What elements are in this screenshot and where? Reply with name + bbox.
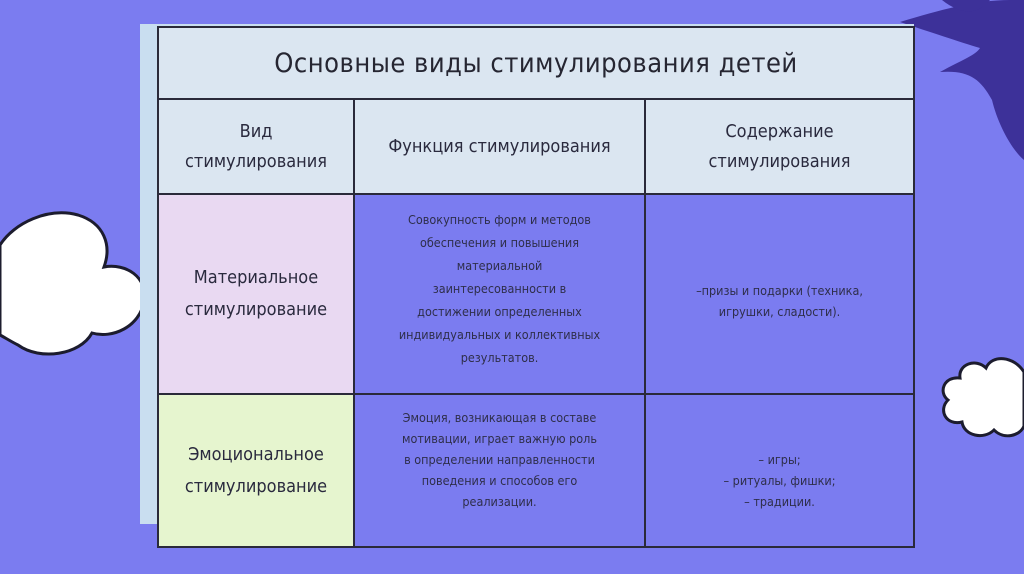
row-material-content [645,194,914,394]
row-emotional-content-line-2: – ритуалы, фишки; [723,473,836,488]
row-material-function [354,194,645,394]
row-material-function-line-1: Совокупность форм и методов [408,212,591,227]
header-type [158,99,354,194]
header-content-line-2: стимулирования [708,150,851,172]
row-material-content-line-2: игрушки, сладости). [718,304,841,319]
row-material-function-line-4: заинтересованности в [432,281,567,296]
row-emotional-function [354,394,645,547]
table-row-material [158,194,914,394]
row-emotional-content-line-3: – традиции. [744,494,815,509]
row-emotional-content [645,394,914,547]
header-type-line-2: стимулирования [184,150,328,172]
header-function-label: Функция стимулирования [388,135,611,157]
row-material-function-line-5: достижении определенных [417,304,582,319]
row-material-function-line-2: обеспечения и повышения [419,235,579,250]
header-content [645,99,914,194]
cloud-decoration-right [936,352,1024,444]
row-material-type [158,194,354,394]
row-emotional-type [158,394,354,547]
row-material-content-line-1: –призы и подарки (техника, [696,283,863,298]
table-title: Основные виды стимулирования детей [274,47,798,79]
row-emotional-content-line-1: – игры; [758,452,801,467]
row-emotional-function-line-3: в определении направленности [404,452,595,467]
header-content-line-1: Содержание [725,120,834,142]
row-material-function-line-6: индивидуальных и коллективных [398,327,601,342]
row-material-type-line-2: стимулирование [184,299,328,320]
header-function [354,99,645,194]
table-row-emotional [158,394,914,547]
row-emotional-function-line-1: Эмоция, возникающая в составе [402,410,597,425]
table-header-row [158,99,914,194]
row-material-function-line-7: результатов. [460,350,539,365]
table-title-row [158,27,914,99]
row-emotional-function-line-4: поведения и способов его [421,473,578,488]
row-emotional-type-line-2: стимулирование [184,475,328,497]
row-emotional-function-line-2: мотивации, играет важную роль [402,431,597,446]
header-type-line-1: Вид [239,120,273,142]
cloud-decoration-left [0,205,150,365]
table-title-cell [158,27,914,99]
row-material-function-line-3: материальной [456,258,543,273]
row-material-type-line-1: Материальное [193,267,319,288]
row-emotional-type-line-1: Эмоциональное [188,443,324,465]
stimulation-table [157,26,915,548]
row-emotional-function-line-5: реализации. [462,494,537,509]
